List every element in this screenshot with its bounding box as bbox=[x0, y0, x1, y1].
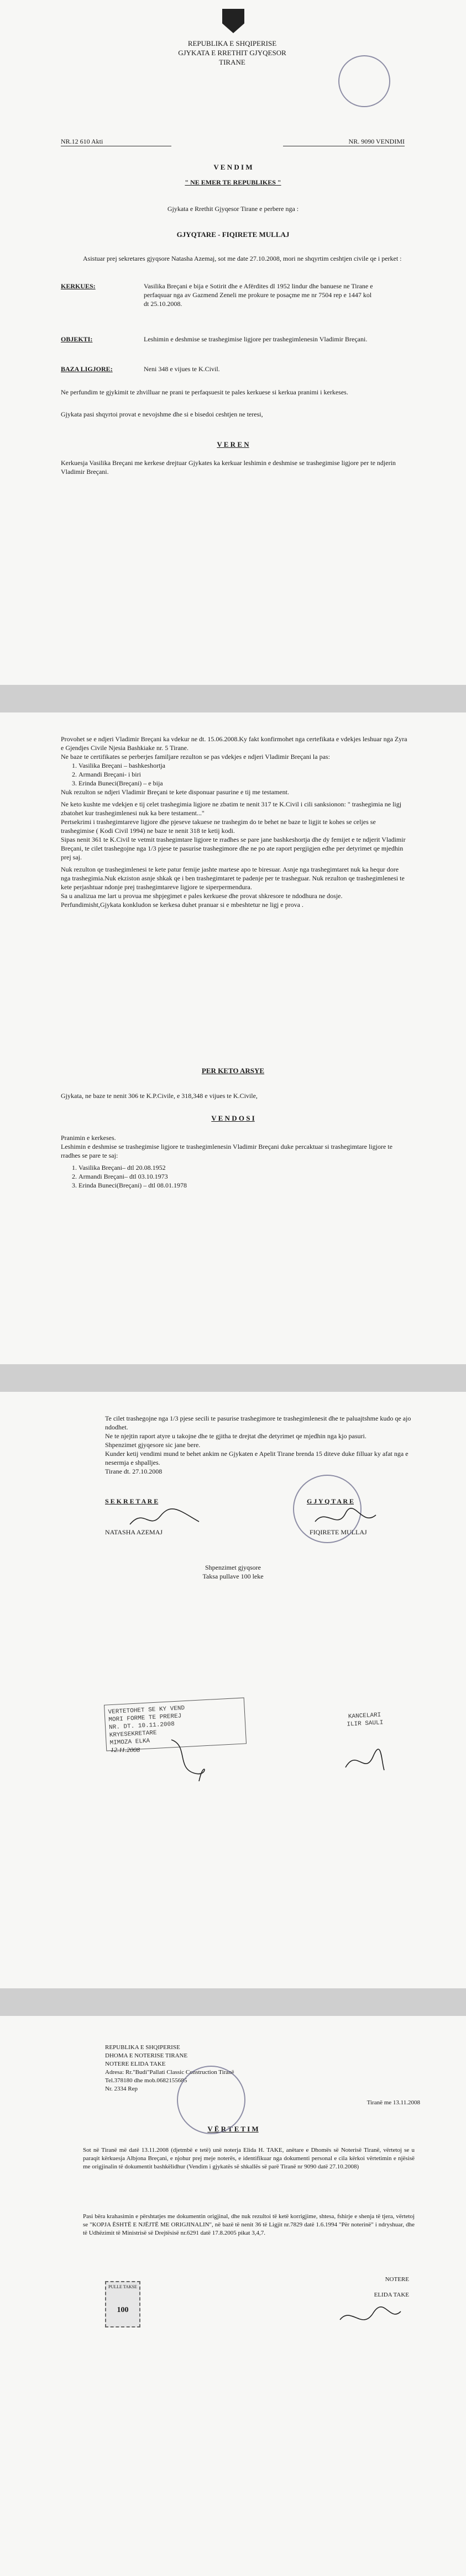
heir-item: 1. Vasilika Breçani – bashkeshortja bbox=[78, 761, 409, 770]
secretary-signature-icon bbox=[127, 1505, 205, 1533]
notere-label: NOTERE bbox=[385, 2276, 409, 2283]
kerkues-label: KERKUES: bbox=[61, 282, 96, 290]
judge-signature-icon bbox=[312, 1505, 379, 1533]
notary-header-line: NOTERE ELIDA TAKE bbox=[105, 2061, 166, 2067]
final-heir-item: 2. Armandi Breçani– dtl 03.10.1973 bbox=[78, 1172, 409, 1181]
objekti-label: OBJEKTI: bbox=[61, 335, 93, 343]
page-vendim-2 bbox=[0, 712, 466, 1364]
paragraph-1: Ne perfundim te gjykimit te zhvilluar ne prani te perfaqsuesit te pales kerkuese si kerkua pranimi i kerkeses. bbox=[61, 388, 348, 396]
page2-paragraph-2: Ne baze te certifikates se perberjes familjare rezulton se pas vdekjes e ndjeri Vladimir Breçani la pas: bbox=[61, 753, 330, 761]
tax-stamp-label: PULLE TAKSE bbox=[108, 2284, 137, 2289]
document-subtitle: " NE EMER TE REPUBLIKES " bbox=[185, 178, 281, 186]
fees-line-1: Shpenzimet gjyqsore bbox=[205, 1564, 261, 1571]
court-composition: Gjykata e Rrethit Gjyqesor Tirane e perbere nga : bbox=[167, 205, 299, 213]
arsye-text: Gjykata, ne baze te nenit 306 te K.P.Civile, e 318,348 e vijues te K.Civile, bbox=[61, 1092, 258, 1100]
notary-header-line: Nr. 2334 Rep bbox=[105, 2086, 138, 2092]
tax-stamp-value: 100 bbox=[117, 2306, 129, 2314]
final-heir-item: 3. Erinda Buneci(Breçani) – dtl 08.01.1978 bbox=[78, 1181, 409, 1190]
baza-label: BAZA LIGJORE: bbox=[61, 365, 113, 373]
heir-item: 2. Armandi Breçani- i biri bbox=[78, 770, 409, 779]
vendosi-point-2: Leshimin e deshmise se trashegimise ligjore te trashegimlenesin Vladimir Breçani duke percaktuar si trashegimtare ligjore te rradhes se pare te saj: bbox=[61, 1143, 392, 1159]
page2-paragraph-4: Ne keto kushte me vdekjen e tij celet trashegimia ligjore ne zbatim te nenit 317 te K.Civil i cili sanksionon: " trashegimia ne ligj zbatohet kur trashegimlenesi nuk ka bere testament..." bbox=[61, 800, 402, 817]
page2-paragraph-1: Provohet se e ndjeri Vladimir Breçani ka vdekur ne dt. 15.06.2008.Ky fakt konfirmohet nga certefikata e vdekjes leshuar nga Zyra e Gjendjes Civile Njesia Bashkiake nr. 5 Tirane. bbox=[61, 735, 407, 752]
notary-seal-icon bbox=[177, 2066, 245, 2134]
baza-text: Neni 348 e vijues te K.Civil. bbox=[144, 365, 220, 373]
tax-stamp bbox=[105, 2281, 140, 2327]
judge-line: GJYQTARE - FIQIRETE MULLAJ bbox=[176, 230, 290, 239]
stamp-line: VERTETOHET SE KY VEND bbox=[108, 1705, 185, 1716]
notary-signature-icon bbox=[337, 2303, 404, 2331]
page2-paragraph-9: Perfundimisht,Gjykata konkludon se kerkesa duhet pranuar si e mbeshtetur ne ligj e prova . bbox=[61, 901, 303, 909]
fees-line-2: Taksa pullave 100 leke bbox=[202, 1572, 264, 1580]
final-heirs-list bbox=[61, 1163, 409, 1190]
veren-title: V E R E N bbox=[217, 440, 249, 448]
sekretare-name: NATASHA AZEMAJ bbox=[105, 1528, 163, 1536]
kerkues-text: Vasilika Breçani e bija e Sotirit dhe e Afërdites dl 1952 lindur dhe banuese ne Tirane e perfaqsuar nga av Gazmend Zeneli me prokure te posaçme me nr 7504 rep e 1447 kol dt 25.10.2008. bbox=[144, 282, 373, 308]
notary-header-line: Adresa: Rr."Budi"Pallati Classic Construction Tiranë bbox=[105, 2069, 234, 2076]
page3-paragraph-3: Shpenzimet gjyqesore sic jane bere. bbox=[105, 1441, 201, 1449]
stamp-signature-icon bbox=[166, 1734, 210, 1784]
objekti-text: Leshimin e deshmise se trashegimise ligjore per trashegimlenesin Vladimir Breçani. bbox=[144, 335, 368, 343]
stamp-line: KRYESEKRETARE bbox=[109, 1729, 157, 1739]
veren-text: Kerkuesja Vasilika Breçani me kerkese drejtuar Gjykates ka kerkuar leshimin e deshmise se trashegimise ligjore per te ndjerin Vladimir Breçani. bbox=[61, 459, 396, 476]
vertetim-title: V Ë R T E T I M bbox=[207, 2125, 259, 2133]
chancellery-stamp bbox=[331, 1711, 398, 1729]
gjyqtare-name: FIQIRETE MULLAJ bbox=[310, 1528, 367, 1536]
page2-paragraph-8: Sa u analizua me lart u provua me shpjegimet e pales kerkuese dhe provat shkresore te ndodhura ne dosje. bbox=[61, 892, 343, 900]
akt-number: NR.12 610 Akti bbox=[61, 137, 171, 146]
page3-paragraph-4: Kunder ketij vendimi mund te behet ankim ne Gjykaten e Apelit Tirane brenda 15 diteve duke filluar ky afat nga e nesermja e shpalljes. bbox=[105, 1450, 409, 1466]
page2-paragraph-7: Nuk rezulton qe trashegimlenesi te kete patur femije jashte martese apo te biresuar. Asnje nga trashegimtaret nuk ka hequr dore nga trashegimia.Nuk ekziston asnje shkak qe i ben trashegimtaret te padenje per te trasheguar. Nuk rezulton qe trashegimlenesi te kete perjashtuar ndonje prej trashegimtareve ligjore te siperpermendura. bbox=[61, 865, 405, 891]
vertetim-body-1: Sot në Tiranë më datë 13.11.2008 (djetmbë e tetë) unë noterja Elida H. TAKE, anëtare e Dhomës së Noterisë Tiranë, vërtetoj se u paraqit kërkuesja Albjona Breçani, e njohur prej meje noterës, e identifikuar nga dokumenti personal e cila kërkoi vërtetimin e njësisë me origjinalin të dokumentit bashkëlidhur (Vendim i gjykatës së shkallës së parë Tiranë nr 9090 datë 27.10.2008) bbox=[83, 2147, 415, 2170]
page-vendim-3 bbox=[0, 1392, 466, 1988]
header-city: TIRANE bbox=[219, 58, 245, 66]
heirs-list bbox=[61, 761, 409, 788]
chancellery-signature-icon bbox=[343, 1745, 387, 1778]
sekretare-label: S E K R E T A R E bbox=[105, 1497, 159, 1505]
notary-header-line: Tel.378180 dhe mob.0682155685 bbox=[105, 2077, 187, 2084]
page3-paragraph-2: Ne te njejtin raport atyre u takojne dhe te gjitha te drejtat dhe detyrimet qe mjedhin nga kjo pasuri. bbox=[105, 1432, 366, 1440]
page2-paragraph-6: Sipas nenit 361 te K.Civil te vetmit trashegimtare ligjore te rradhes se pare jane bashkeshortja dhe dy femijet e te ndjerit Vladimir Breçani, te cilet trashegojne nga 1/3 pjese te pasurise trashegimore dhe ne po ate raport pergjigjen edhe per detyrimet qe mjedhin prej saj. bbox=[61, 836, 406, 861]
notary-date: Tiranë me 13.11.2008 bbox=[366, 2099, 420, 2106]
document-title: V E N D I M bbox=[213, 163, 253, 171]
notary-header-line: REPUBLIKA E SHQIPERISE bbox=[105, 2044, 180, 2051]
final-heir-item: 1. Vasilika Breçani– dtl 20.08.1952 bbox=[78, 1163, 409, 1172]
heir-item: 3. Erinda Buneci(Breçani) – e bija bbox=[78, 779, 409, 788]
header-republic: REPUBLIKA E SHQIPERISE bbox=[187, 39, 277, 47]
arsye-title: PER KETO ARSYE bbox=[201, 1067, 265, 1075]
gjyqtare-label: G J Y Q T A R E bbox=[307, 1497, 354, 1505]
notere-name: ELIDA TAKE bbox=[374, 2292, 409, 2298]
page-vertetim bbox=[0, 2016, 466, 2576]
paragraph-2: Gjykata pasi shqyrtoi provat e nevojshme dhe si e bisedoi ceshtjen ne teresi, bbox=[61, 410, 263, 418]
notary-header-line: DHOMA E NOTERISE TIRANE bbox=[105, 2052, 188, 2059]
stamp-line: MIMOZA ELKA bbox=[109, 1738, 150, 1747]
vendosi-point-1: Pranimin e kerkeses. bbox=[61, 1134, 116, 1142]
stamp-line: MORI FORME TE PREREJ bbox=[108, 1713, 182, 1724]
stamp-line: KANCELARI bbox=[348, 1712, 381, 1720]
page3-paragraph-1: Te cilet trashegojne nga 1/3 pjese secili te pasurise trashegimore te trashegimlenesit dhe te paluajtshme kudo qe ajo ndodhet. bbox=[105, 1414, 411, 1431]
page-vendim-1 bbox=[0, 0, 466, 685]
page3-date: Tirane dt. 27.10.2008 bbox=[105, 1468, 163, 1475]
header-court: GJYKATA E RRETHIT GJYQESOR bbox=[178, 49, 286, 57]
stamp-handwritten-date: 12.11.2008 bbox=[111, 1746, 140, 1754]
page2-paragraph-3: Nuk rezulton se ndjeri Vladimir Breçani te kete disponuar pasurine e tij me testament. bbox=[61, 788, 289, 796]
emblem-icon bbox=[222, 9, 244, 33]
page2-paragraph-5: Pertsekrimi i trashegimtareve ligjore dhe pjeseve takuese ne trashegim do te behet ne baze te ligjit te kohes se celjes se trashegimise ( Kodi Civil 1994) ne baze te nenit 318 te ketij kodi. bbox=[61, 818, 376, 835]
stamp-line: NR. DT. 10.11.2008 bbox=[108, 1721, 175, 1732]
vendim-number: NR. 9090 VENDIMI bbox=[283, 137, 405, 146]
stamp-line: ILIR SAULI bbox=[347, 1719, 384, 1728]
fees-block bbox=[0, 1563, 466, 1581]
vertetim-body-2: Pasi bëra krahasimin e përshtatjes me dokumentin origjinal, dhe nuk rezultoi të ketë korrigjime, shtesa, fshirje e shenja të tjera, vërtetoj se "KOPJA ËSHTË E NJËJTË ME ORIGJINALIN", në bazë të nenit 36 të Ligjit nr.7829 datë 1.6.1994 "Për noterinë" i ndryshuar, dhe të Udhëzimit të Ministrisë së Drejtësisë nr.6291 datë 17.8.2005 pikat 3,4,7. bbox=[83, 2213, 415, 2236]
vendosi-title: V E N D O S I bbox=[211, 1114, 255, 1122]
intro-paragraph: Asistuar prej sekretares gjyqsore Natasha Azemaj, sot me date 27.10.2008, mori ne shqyrtim ceshtjen civile qe i perket : bbox=[83, 255, 402, 262]
